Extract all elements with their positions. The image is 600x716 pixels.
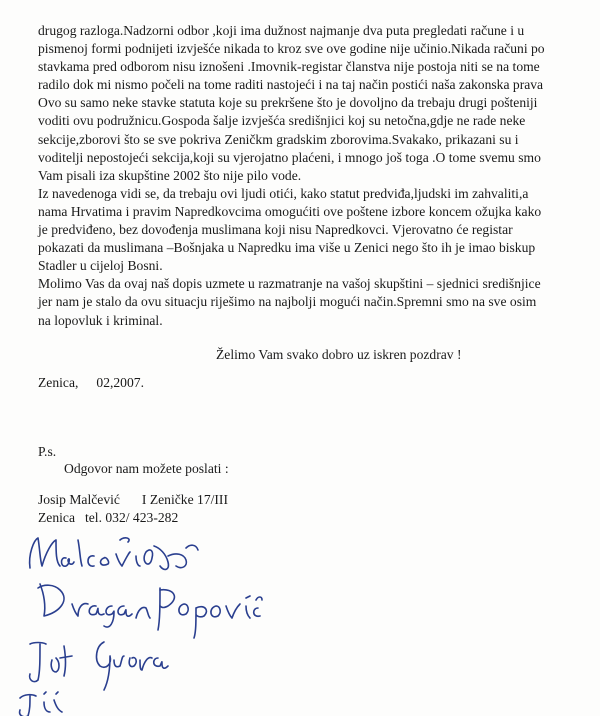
signature-4 <box>20 692 62 716</box>
body-line: Iz navedenoga vidi se, da trebaju ovi ljudi otići, kako statut predviđa,ljudski im zahvaliti,a <box>38 185 529 201</box>
handwritten-signatures <box>0 526 600 716</box>
body-line: Stadler u cijeloj Bosni. <box>38 258 163 274</box>
closing-greeting: Želimo Vam svako dobro uz iskren pozdrav ! <box>216 347 462 362</box>
signature-1 <box>30 538 198 570</box>
signature-3 <box>30 642 168 690</box>
body-line: drugog razloga.Nadzorni odbor ,koji ima dužnost najmanje dva puta pregledati račune i u <box>38 23 525 38</box>
date: 02,2007. <box>96 375 144 390</box>
body-line: na lopovluk i kriminal. <box>38 312 163 328</box>
body-line: Molimo Vas da ovaj naš dopis uzmete u razmatranje na vašoj skupštini – sjednici središnjice <box>38 276 541 292</box>
ps-label: P.s. <box>38 444 57 459</box>
reply-note: Odgovor nam možete poslati : <box>64 461 229 476</box>
place: Zenica, <box>38 375 79 390</box>
sender-city: Zenica <box>38 510 75 525</box>
place-date <box>38 375 144 391</box>
body-line: pismenoj formi podnijeti izvješće nikada to kroz sve ove godine nije učinio.Nikada računi po <box>38 41 545 57</box>
sender-phone: tel. 032/ 423-282 <box>84 510 179 525</box>
signature-2 <box>38 584 262 638</box>
sender-address-line-2 <box>38 510 178 526</box>
body-line: nama Hrvatima i pravim Napredkovcima omogućiti ove poštene izbore koncem ožujka kako <box>38 203 542 219</box>
letter-body <box>38 22 598 330</box>
signatures-drawing <box>0 526 600 716</box>
body-line: voditi ovu podružnicu.Gospoda šalje izvješća središnjici koj su netočna,gdje ne rade neke <box>38 113 526 129</box>
sender-street: I Zeničke 17/III <box>141 492 228 507</box>
body-line: je predviđeno, bez dovođenja muslimana koji nisu Napredkovci. Vjerovatno će registar <box>38 222 513 238</box>
body-line: Ovo su samo neke stavke statuta koje su prekršene što je dovoljno da trebaju drugi pošteniji <box>38 95 538 111</box>
body-line: Vam pisali iza skupštine 2002 što nije pilo vode. <box>38 167 302 183</box>
body-line: sekcije,zborovi što se sve pokriva Zeničkm gradskim zborovima.Svakako, prikazani su i <box>38 131 519 147</box>
body-line: pokazati da muslimana –Bošnjaka u Napredku ima više u Zenici nego što ih je imao biskup <box>38 240 536 256</box>
body-line: voditelji nepostojeći sekcija,koji su vjerojatno plaćeni, i mnogo još toga .O tome svemu smo <box>38 149 541 165</box>
sender-address-line-1 <box>38 492 228 508</box>
body-line: jer nam je stalo da ovu situacju riješimo na najbolji mogući način.Spremni smo na sve osim <box>38 294 537 310</box>
body-line: radilo dok mi nismo počeli na tome raditi nastojeći i na taj način postići naša zakonska prava <box>38 77 544 93</box>
body-line: stavkama pred odborom nisu iznošeni .Imovnik-registar članstva nije postoja niti se na tome <box>38 59 540 75</box>
sender-name: Josip Malčević <box>38 492 120 507</box>
